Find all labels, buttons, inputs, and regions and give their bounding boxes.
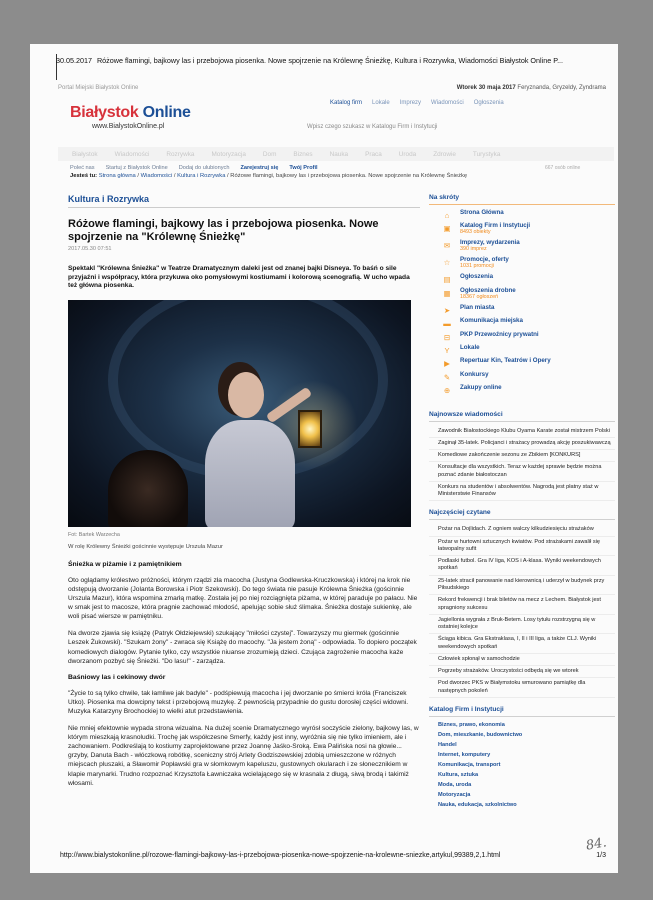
print-footer-url: http://www.bialystokonline.pl/rozowe-flamingi-bajkowy-las-i-przebojowa-piosenka-nowe-spojrzenie-na-krolewne-sniezke,artykul,99389,2,1.html bbox=[60, 852, 501, 859]
top-link-news[interactable]: Wiadomości bbox=[431, 100, 464, 106]
section-title[interactable]: Kultura i Rozrywka bbox=[68, 194, 420, 208]
shortcuts-title: Na skróty bbox=[429, 194, 615, 205]
shortcuts-list bbox=[429, 210, 615, 399]
popular-item[interactable]: Podlaski futbol. Gra IV liga, KOS i A-klasa. Wyniki weekendowych spotkań bbox=[429, 556, 615, 576]
nav-item-business[interactable]: Biznes bbox=[293, 150, 313, 158]
top-link-ads[interactable]: Ogłoszenia bbox=[473, 100, 504, 106]
popular-item[interactable]: Pożar w hurtowni sztucznych kwiatów. Pod strażakami zawalił się łatwopalny sufit bbox=[429, 537, 615, 557]
paragraph-3: "Życie to są tylko chwile, tak łamliwe jak badyle" - podśpiewują macocha i jej dworzanie po śmierci króla (Franciszek Utko). Piosenka ma dowcipny tekst i przebojową muzykę. Z pewnością przypadnie do gustu dorosłej części widowni. Muzyka Katarzyny Brochockiej to wielki atut przedstawienia. bbox=[68, 689, 409, 715]
catalog-list bbox=[429, 720, 615, 811]
shortcut-catalog[interactable] bbox=[429, 223, 615, 240]
popular-title: Najczęściej czytane bbox=[429, 509, 615, 520]
shortcut-repertoire[interactable] bbox=[429, 358, 615, 371]
favorites-link[interactable]: Dodaj do ulubionych bbox=[178, 165, 230, 171]
article-lead: Spektakl "Królewna Śnieżka" w Teatrze Dramatycznym daleki jest od znanej bajki Disneya. To baśń o sile przyjaźni i współpracy, która przykuwa oko pomysłowymi kostiumami i kolorową scenografią. W ucho wpada też główna piosenka. bbox=[68, 264, 410, 290]
top-link-catalog[interactable]: Katalog firm bbox=[330, 100, 363, 106]
nav-item-bialystok[interactable]: Białystok bbox=[72, 150, 98, 158]
shortcut-shopping[interactable] bbox=[429, 385, 615, 398]
catalog-item[interactable]: Handel bbox=[438, 742, 457, 749]
nav-item-news[interactable]: Wiadomości bbox=[114, 150, 150, 158]
catalog-item[interactable]: Motoryzacja bbox=[438, 792, 471, 799]
shortcut-count: 8493 obiekty bbox=[460, 229, 491, 236]
catalog-title: Katalog Firm i Instytucji bbox=[429, 706, 615, 717]
shortcut-transport[interactable] bbox=[429, 318, 615, 331]
nav-item-home[interactable]: Dom bbox=[262, 150, 277, 158]
site-logo[interactable] bbox=[70, 104, 191, 130]
shortcut-label: Katalog Firm i Instytucji bbox=[460, 222, 531, 230]
shortcut-home[interactable] bbox=[429, 210, 615, 223]
shortcut-label: Plan miasta bbox=[460, 303, 495, 311]
shortcut-label: Komunikacja miejska bbox=[460, 317, 523, 325]
nav-item-health[interactable]: Zdrowie bbox=[433, 150, 456, 158]
catalog-item[interactable]: Moda, uroda bbox=[438, 782, 472, 789]
shortcut-contests[interactable] bbox=[429, 372, 615, 385]
breadcrumb-home[interactable]: Strona główna bbox=[98, 173, 136, 179]
shortcut-label: PKP Przewoźnicy prywatni bbox=[460, 330, 539, 338]
nav-item-automotive[interactable]: Motoryzacja bbox=[211, 150, 246, 158]
photo-actress-dress bbox=[205, 420, 295, 527]
handwritten-number: 84. bbox=[584, 835, 608, 854]
popular-item[interactable]: Rekord frekwencji i brak biletów na mecz z Lechem. Białystok jest spragniony sukcesu bbox=[429, 595, 615, 615]
shortcut-label: Ogłoszenia bbox=[460, 273, 494, 281]
top-links bbox=[330, 100, 504, 106]
print-date: 30.05.2017 bbox=[56, 56, 92, 65]
print-page-number: 1/3 bbox=[596, 852, 606, 859]
photo-actress-head bbox=[228, 372, 264, 418]
popular-item[interactable]: Pogrzeby strażaków. Uroczystości odbędą się we wtorek bbox=[429, 666, 615, 678]
breadcrumb-culture[interactable]: Kultura i Rozrywka bbox=[177, 173, 226, 179]
shortcut-venues[interactable] bbox=[429, 345, 615, 358]
popular-list bbox=[429, 524, 615, 698]
logo-url: www.BialystokOnline.pl bbox=[92, 123, 165, 130]
ticket-icon: ✉ bbox=[443, 241, 451, 251]
breadcrumb bbox=[70, 173, 467, 179]
photo-lantern bbox=[298, 410, 322, 448]
article-title: Różowe flamingi, bajkowy las i przebojowa piosenka. Nowe spojrzenie na "Królewnę Śnieżkę" bbox=[68, 218, 379, 244]
top-link-events[interactable]: Imprezy bbox=[399, 100, 422, 106]
shortcut-trains[interactable] bbox=[429, 332, 615, 345]
logo-part1: Białystok bbox=[70, 104, 139, 121]
breadcrumb-news[interactable]: Wiadomości bbox=[140, 173, 173, 179]
shortcut-small-ads[interactable] bbox=[429, 288, 615, 305]
briefcase-icon: ▣ bbox=[443, 224, 451, 234]
recommend-link[interactable]: Poleć nas bbox=[70, 165, 95, 171]
popular-item[interactable]: Człowiek spłonął w samochodzie bbox=[429, 654, 615, 666]
article-column bbox=[68, 194, 420, 788]
subheading-2: Baśniowy las i cekinowy dwór bbox=[68, 673, 166, 681]
shortcut-label: Lokale bbox=[460, 343, 480, 351]
popular-item[interactable]: 25-latek stracił panowanie nad kierownicą i uderzył w budynek przy Piłsudskiego bbox=[429, 576, 615, 596]
shortcut-map[interactable] bbox=[429, 305, 615, 318]
top-link-venues[interactable]: Lokale bbox=[372, 100, 390, 106]
star-icon: ☆ bbox=[443, 258, 451, 268]
online-count: 667 osób online bbox=[545, 165, 581, 171]
paragraph-2: Na dworze zjawia się książę (Patryk Ołdziejewski) szukający "miłości czystej". Towarzyszy mu giermek (gościnnie Leszek Żukowski). "Szukam żony" - zwraca się Książę do macochy. "Ja jestem żoną" - odpowiada. To dopiero początek komediowych dialogów. Pytanie tylko, czy wszystkie niuanse zrozumieją dzieci. Czująca zagrożenie macocha każe dworzanom pozbyć się Śnieżki. "Do lasu!" - zarządza. bbox=[68, 630, 417, 665]
news-item[interactable]: Komediowe zakończenie sezonu ze Zbikiem [KONKURS] bbox=[429, 450, 615, 462]
printed-page bbox=[30, 44, 618, 873]
breadcrumb-current: Różowe flamingi, bajkowy las i przebojowa piosenka. Nowe spojrzenie na Królewnę Śnieżkę bbox=[230, 173, 468, 179]
logo-part2: Online bbox=[142, 104, 191, 121]
shortcut-count: 18367 ogłoszeń bbox=[460, 293, 499, 300]
newest-title: Najnowsze wiadomości bbox=[429, 411, 615, 422]
breadcrumb-sep: / bbox=[137, 173, 140, 179]
register-link[interactable]: Zarejestruj się bbox=[240, 165, 279, 171]
catalog-item[interactable]: Komunikacja, transport bbox=[438, 762, 501, 769]
print-title: Różowe flamingi, bajkowy las i przebojowa piosenka. Nowe spojrzenie na Królewnę Śnieżkę, Kultura i Rozrywka, Wiadomości Białystok Online P... bbox=[96, 56, 564, 65]
shortcut-label: Ogłoszenia drobne bbox=[460, 286, 516, 294]
news-item[interactable]: Konkurs na studentów i absolwentów. Nagrodą jest płatny staż w Ministerstwie Finansów bbox=[429, 482, 615, 502]
current-date: Wtorek 30 maja 2017 bbox=[456, 85, 516, 91]
article-date: 2017.05.30 07:51 bbox=[68, 245, 112, 252]
map-icon: ➤ bbox=[443, 305, 451, 315]
contest-icon: ✎ bbox=[443, 372, 451, 382]
homepage-link[interactable]: Startuj z Białystok Online bbox=[105, 165, 168, 171]
catalog-item[interactable]: Internet, komputery bbox=[438, 752, 491, 759]
shortcut-label: Promocje, oferty bbox=[460, 256, 509, 264]
note-icon: ▦ bbox=[443, 288, 451, 298]
popular-item[interactable]: Pożar na Dojlidach. Z ogniem walczy kilkudziesięciu strażaków bbox=[429, 524, 615, 536]
subheading-1: Śnieżka w piżamie i z pamiętnikiem bbox=[68, 560, 182, 568]
news-item[interactable]: Konsultacje dla wszystkich. Teraz w każdej sprawie będzie można poznać zdanie białostoczan bbox=[429, 462, 615, 482]
glass-icon: Y bbox=[444, 345, 450, 355]
paragraph-4: Nie mniej efektownie wypada strona wizualna. Na dużej scenie Dramatycznego wyrósł soczyście zielony, bajkowy las, w którym mieszkają krasnoludki. Trochę jak współczesne Smerfy, każdy jest inny, wyróżnia się nie tylko imieniem, ale i zachowaniem. Podkreślają to kostiumy zaprojektowane przez Joannę Jaśko-Sroką. Ewa Palińska nosi na głowie... grzyby, Danuta Bach - włóczkową robótkę, sceniczny strój Arlety Godziszewskiej zdobią umieszczone w różnych miejscach pluszaki, a Sławomir Popławski gra w słomkowym kapeluszu, gustownych okularach i ze słonecznikiem w klapie marynarki. Trudno rozpoznać Krzysztofa Ławniczaka wcielającego się w krasnala z długą, siwą brodą i takimiż włosami. bbox=[68, 725, 419, 787]
nav-item-science[interactable]: Nauka bbox=[329, 150, 349, 158]
search-hint[interactable]: Wpisz czego szukasz w Katalogu Firm i Instytucji bbox=[307, 124, 438, 130]
bus-icon: ▬ bbox=[443, 319, 451, 329]
shortcut-label: Strona Główna bbox=[460, 209, 504, 216]
paragraph-1: Oto oglądamy królestwo próżności, którym rządzi zła macocha (Justyna Godlewska-Kruczkowska) i której na krok nie odstępują dworzanie (Jolanta Borowska i Piotr Szekowski). Do tego świata nie pasuje Królewna Śnieżka (gościnnie Urszula Mazur), która wspomina zmarłą matkę. Została jej po niej rozciągnięta piżama, w której paraduje po pałacu. Nie w smak jest to macosze, która pragnie zachować młodość, apelując sobie służ ślimaka. Śnieżka dostaje sukienkę, ale woli pisać wiersze w pamiętniku. bbox=[68, 576, 418, 621]
nav-item-tourism[interactable]: Turystyka bbox=[472, 150, 501, 158]
article-photo[interactable] bbox=[68, 300, 411, 527]
newest-list bbox=[429, 426, 615, 502]
popular-item[interactable]: Ściąga kibica. Gra Ekstraklasa, I, II i III liga, a także CLJ. Wyniki weekendowych spotkań bbox=[429, 634, 615, 654]
popular-item[interactable]: Jagiellonia wygrała z Bruk-Betem. Losy tytułu rozstrzygną się w ostatniej kolejce bbox=[429, 615, 615, 635]
home-icon: ⌂ bbox=[444, 211, 450, 220]
portal-label[interactable]: Portal Miejski Białystok Online bbox=[58, 85, 139, 91]
catalog-item[interactable]: Nauka, edukacja, szkolnictwo bbox=[438, 802, 517, 809]
catalog-item[interactable]: Kultura, sztuka bbox=[438, 772, 479, 779]
photo-dark-figure bbox=[108, 450, 188, 527]
shortcut-promotions[interactable] bbox=[429, 257, 615, 274]
photo-caption: W rolę Królewny Śnieżki gościnnie występuje Urszula Mazur bbox=[68, 543, 223, 550]
shortcut-count: 390 imprez bbox=[460, 246, 487, 253]
nav-item-entertainment[interactable]: Rozrywka bbox=[166, 150, 195, 158]
news-item[interactable]: Zaginął 35-latek. Policjanci i strażacy prowadzą akcję poszukiwawczą bbox=[429, 438, 615, 450]
shortcut-ads[interactable] bbox=[429, 274, 615, 287]
photo-credit: Fot: Bartek Warzecha bbox=[68, 531, 120, 538]
shortcut-label: Zakupy online bbox=[460, 384, 502, 392]
catalog-item[interactable]: Dom, mieszkanie, budownictwo bbox=[438, 731, 523, 738]
catalog-item[interactable]: Biznes, prawo, ekonomia bbox=[438, 721, 505, 728]
cinema-icon: ▶ bbox=[444, 359, 450, 369]
breadcrumb-label: Jesteś tu: bbox=[70, 173, 98, 179]
shortcut-label: Imprezy, wydarzenia bbox=[460, 239, 520, 247]
popular-item[interactable]: Pod dworzec PKS w Białymstoku wmurowano pamiątkę dla następnych pokoleń bbox=[429, 678, 615, 698]
name-days: Feryznanda, Gryzeldy, Zyndrama bbox=[517, 85, 606, 91]
board-icon: ▤ bbox=[443, 275, 451, 285]
nav-item-beauty[interactable]: Uroda bbox=[398, 150, 417, 158]
shortcut-label: Konkursy bbox=[460, 370, 489, 378]
shortcut-events[interactable] bbox=[429, 240, 615, 257]
main-nav bbox=[58, 147, 614, 161]
profile-link[interactable]: Twój Profil bbox=[289, 165, 318, 171]
train-icon: ⊟ bbox=[443, 332, 451, 342]
print-header bbox=[56, 56, 616, 65]
shortcut-count: 1031 promocji bbox=[460, 263, 494, 270]
utility-links bbox=[70, 165, 581, 171]
news-item[interactable]: Zawodnik Białostockiego Klubu Oyama Karate został mistrzem Polski bbox=[429, 426, 615, 438]
sidebar bbox=[429, 194, 615, 810]
nav-item-jobs[interactable]: Praca bbox=[365, 150, 382, 158]
top-date bbox=[457, 85, 606, 91]
logo-wordmark bbox=[70, 104, 191, 122]
cart-icon: ⊕ bbox=[443, 386, 451, 396]
breadcrumb-sep: / bbox=[173, 173, 176, 179]
shortcut-label: Repertuar Kin, Teatrów i Opery bbox=[460, 357, 551, 365]
breadcrumb-sep: / bbox=[227, 173, 229, 179]
